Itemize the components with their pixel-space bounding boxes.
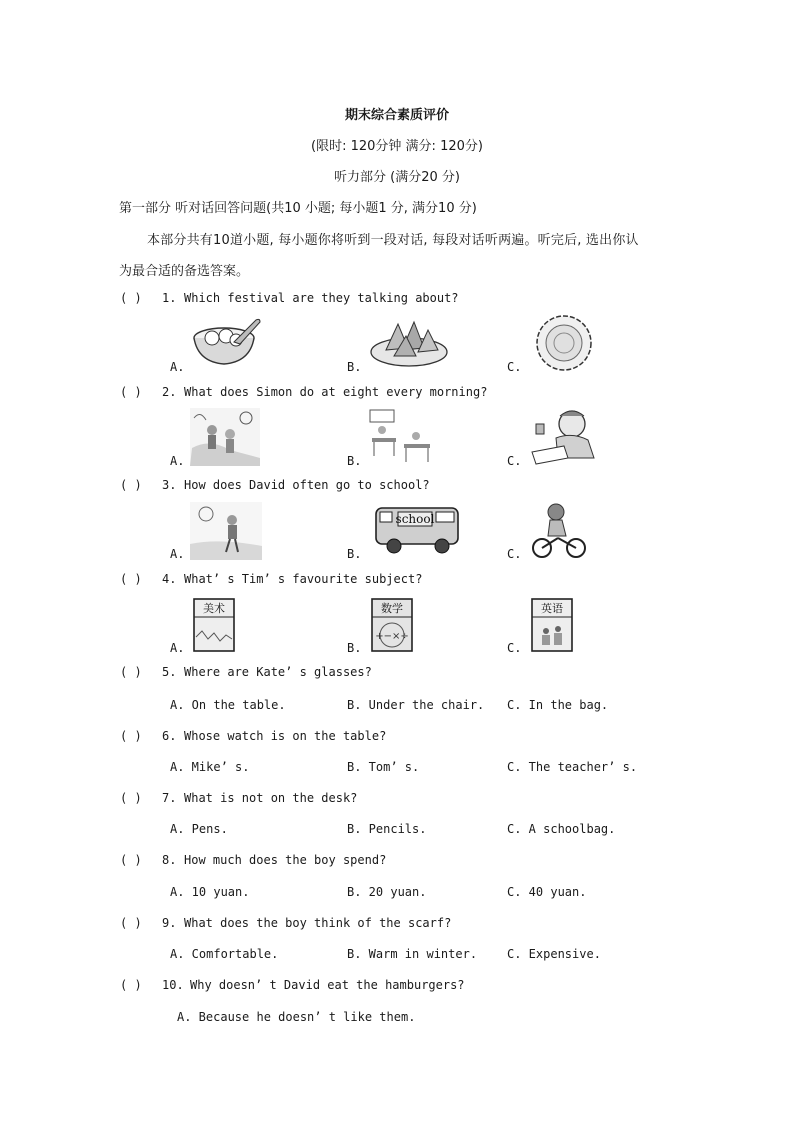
answer-bracket[interactable]: ( ) [120, 385, 142, 399]
question-text: How does David often go to school? [184, 478, 430, 492]
question-number: 2. [162, 385, 177, 399]
option-label[interactable]: A. [170, 547, 185, 561]
option-a[interactable]: A. On the table. [170, 698, 286, 712]
question-text: What’ s Tim’ s favourite subject? [184, 572, 423, 586]
option-label[interactable]: B. [347, 454, 362, 468]
svg-text:+−×÷: +−×÷ [375, 631, 409, 642]
option-a[interactable]: A. 10 yuan. [170, 885, 250, 899]
question-text: What does Simon do at eight every morning? [184, 385, 488, 399]
option-label[interactable]: B. [347, 641, 362, 655]
question-text: Where are Kate’ s glasses? [184, 665, 372, 679]
question-text: What does the boy think of the scarf? [184, 916, 452, 930]
boy-cycling-icon [530, 502, 590, 560]
boy-walking-icon [190, 502, 262, 560]
option-label[interactable]: A. [170, 641, 185, 655]
question-text: What is not on the desk? [184, 791, 358, 805]
question-number: 9. [162, 916, 177, 930]
page-title: 期末综合素质评价 [344, 108, 449, 123]
option-c[interactable]: C. 40 yuan. [507, 885, 587, 899]
option-c[interactable]: C. In the bag. [507, 698, 609, 712]
art-book-icon [192, 597, 236, 653]
answer-bracket[interactable]: ( ) [120, 791, 142, 805]
classroom-icon [368, 408, 434, 464]
option-c[interactable]: C. The teacher’ s. [507, 760, 638, 774]
option-c[interactable]: C. A schoolbag. [507, 822, 616, 836]
option-label[interactable]: A. [170, 360, 185, 374]
art-book-label: 美术 [203, 602, 225, 615]
answer-bracket[interactable]: ( ) [120, 291, 142, 305]
boy-reading-icon [528, 406, 600, 466]
option-b[interactable]: B. Warm in winter. [347, 947, 478, 961]
section-intro-line1: 本部分共有10道小题, 每小题你将听到一段对话, 每段对话听两遍。听完后, 选出你认 [147, 233, 639, 248]
question-text: How much does the boy spend? [184, 853, 387, 867]
time-limit: (限时: 120分钟 满分: 120分) [311, 139, 483, 154]
section-heading: 第一部分 听对话回答问题(共10 小题; 每小题1 分, 满分10 分) [119, 201, 477, 216]
question-number: 10. [162, 978, 184, 992]
option-label[interactable]: C. [507, 641, 522, 655]
option-a[interactable]: A. Comfortable. [170, 947, 279, 961]
question-number: 3. [162, 478, 177, 492]
question-number: 5. [162, 665, 177, 679]
kids-playing-icon [190, 408, 260, 466]
option-label[interactable]: B. [347, 547, 362, 561]
question-number: 6. [162, 729, 177, 743]
option-b[interactable]: B. 20 yuan. [347, 885, 427, 899]
answer-bracket[interactable]: ( ) [120, 572, 142, 586]
tangyuan-bowl-icon [190, 314, 264, 368]
question-text: Why doesn’ t David eat the hamburgers? [190, 978, 465, 992]
option-c[interactable]: C. Expensive. [507, 947, 601, 961]
section-intro-line2: 为最合适的备选答案。 [119, 264, 250, 279]
option-label[interactable]: C. [507, 454, 522, 468]
question-number: 7. [162, 791, 177, 805]
zongzi-plate-icon [368, 316, 450, 370]
answer-bracket[interactable]: ( ) [120, 853, 142, 867]
option-label[interactable]: B. [347, 360, 362, 374]
question-number: 8. [162, 853, 177, 867]
answer-bracket[interactable]: ( ) [120, 916, 142, 930]
option-b[interactable]: B. Tom’ s. [347, 760, 420, 774]
english-book-label: 英语 [541, 602, 563, 615]
question-text: Whose watch is on the table? [184, 729, 387, 743]
question-number: 4. [162, 572, 177, 586]
math-book-icon [370, 597, 414, 653]
mooncake-icon [528, 313, 600, 373]
listening-header: 听力部分 (满分20 分) [334, 170, 460, 185]
option-a[interactable]: A. Because he doesn’ t like them. [177, 1010, 416, 1024]
question-text: Which festival are they talking about? [184, 291, 459, 305]
answer-bracket[interactable]: ( ) [120, 665, 142, 679]
math-book-label: 数学 [381, 602, 403, 615]
english-book-icon [530, 597, 574, 653]
question-number: 1. [162, 291, 177, 305]
option-b[interactable]: B. Pencils. [347, 822, 427, 836]
option-label[interactable]: C. [507, 360, 522, 374]
option-a[interactable]: A. Pens. [170, 822, 228, 836]
option-a[interactable]: A. Mike’ s. [170, 760, 250, 774]
answer-bracket[interactable]: ( ) [120, 478, 142, 492]
answer-bracket[interactable]: ( ) [120, 729, 142, 743]
option-label[interactable]: A. [170, 454, 185, 468]
option-label[interactable]: C. [507, 547, 522, 561]
option-b[interactable]: B. Under the chair. [347, 698, 485, 712]
answer-bracket[interactable]: ( ) [120, 978, 142, 992]
school-bus-icon [370, 504, 462, 556]
bus-label: school [395, 512, 435, 526]
